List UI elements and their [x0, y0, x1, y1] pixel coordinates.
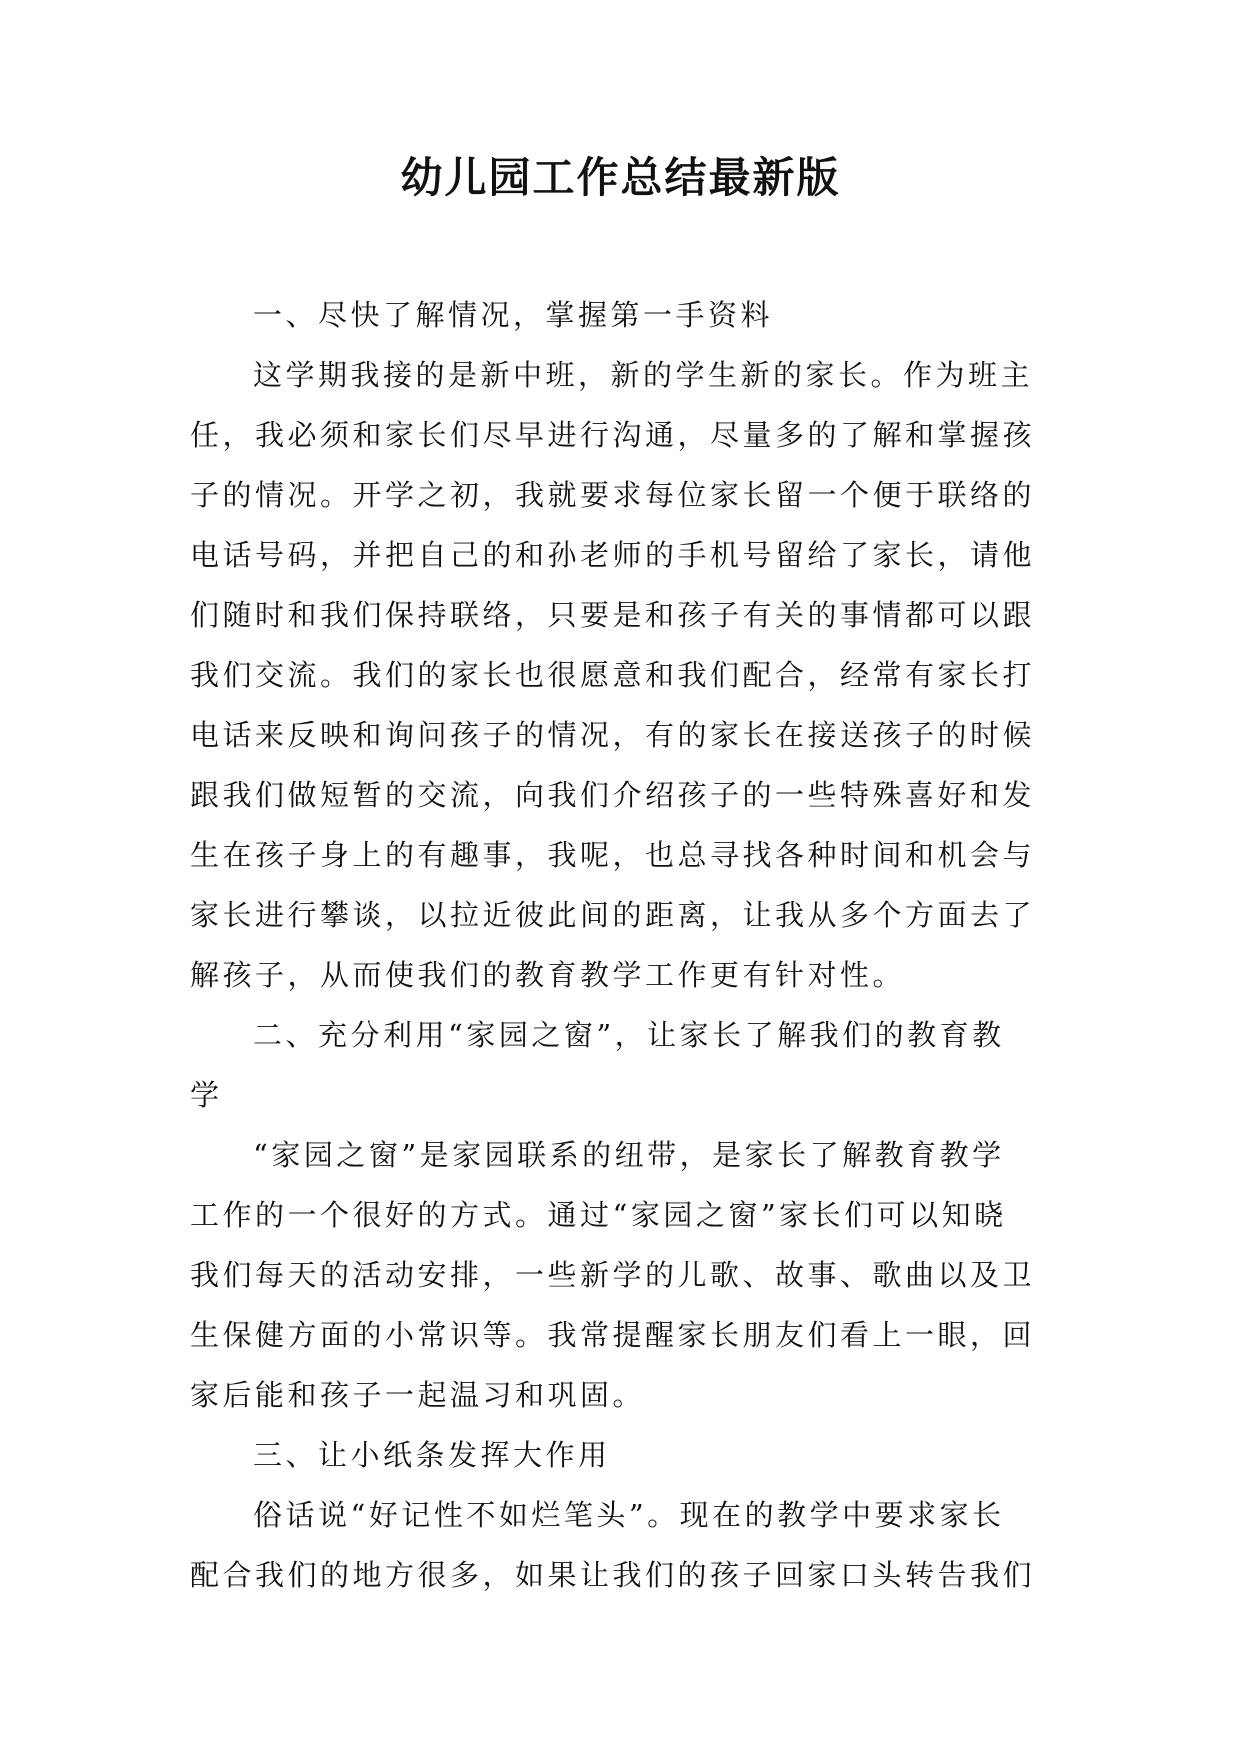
text-line: 学: [190, 1078, 223, 1112]
text-line: 这学期我接的是新中班，新的学生新的家长。作为班主: [253, 358, 1034, 392]
text-line: “家园之窗”是家园联系的纽带，是家长了解教育教学: [253, 1138, 1005, 1172]
text-line: 我们每天的活动安排，一些新学的儿歌、故事、歌曲以及卫: [190, 1258, 1036, 1292]
text-line: 任，我必须和家长们尽早进行沟通，尽量多的了解和掌握孩: [190, 418, 1036, 452]
text-line: 们随时和我们保持联络，只要是和孩子有关的事情都可以跟: [190, 598, 1036, 632]
text-line: 配合我们的地方很多，如果让我们的孩子回家口头转告我们: [190, 1558, 1036, 1592]
text-line: 电话号码，并把自己的和孙老师的手机号留给了家长，请他: [190, 538, 1036, 572]
text-line: 跟我们做短暂的交流，向我们介绍孩子的一些特殊喜好和发: [190, 778, 1036, 812]
text-line: 工作的一个很好的方式。通过“家园之窗”家长们可以知晓: [190, 1198, 1007, 1232]
text-line: 二、充分利用“家园之窗”，让家长了解我们的教育教: [253, 1018, 1005, 1052]
text-line: 三、让小纸条发挥大作用: [253, 1438, 611, 1472]
text-line: 解孩子，从而使我们的教育教学工作更有针对性。: [190, 958, 906, 992]
text-line: 一、尽快了解情况，掌握第一手资料: [253, 298, 774, 332]
text-line: 俗话说“好记性不如烂笔头”。现在的教学中要求家长: [253, 1498, 1005, 1532]
text-line: 家后能和孩子一起温习和巩固。: [190, 1378, 646, 1412]
text-line: 生保健方面的小常识等。我常提醒家长朋友们看上一眼，回: [190, 1318, 1036, 1352]
text-line: 生在孩子身上的有趣事，我呢，也总寻找各种时间和机会与: [190, 838, 1036, 872]
document-title: 幼儿园工作总结最新版: [400, 153, 841, 202]
text-line: 电话来反映和询问孩子的情况，有的家长在接送孩子的时候: [190, 718, 1036, 752]
document-body: [190, 285, 1052, 1605]
text-line: 我们交流。我们的家长也很愿意和我们配合，经常有家长打: [190, 658, 1036, 692]
text-line: 子的情况。开学之初，我就要求每位家长留一个便于联络的: [190, 478, 1036, 512]
text-line: 家长进行攀谈，以拉近彼此间的距离，让我从多个方面去了: [190, 898, 1036, 932]
